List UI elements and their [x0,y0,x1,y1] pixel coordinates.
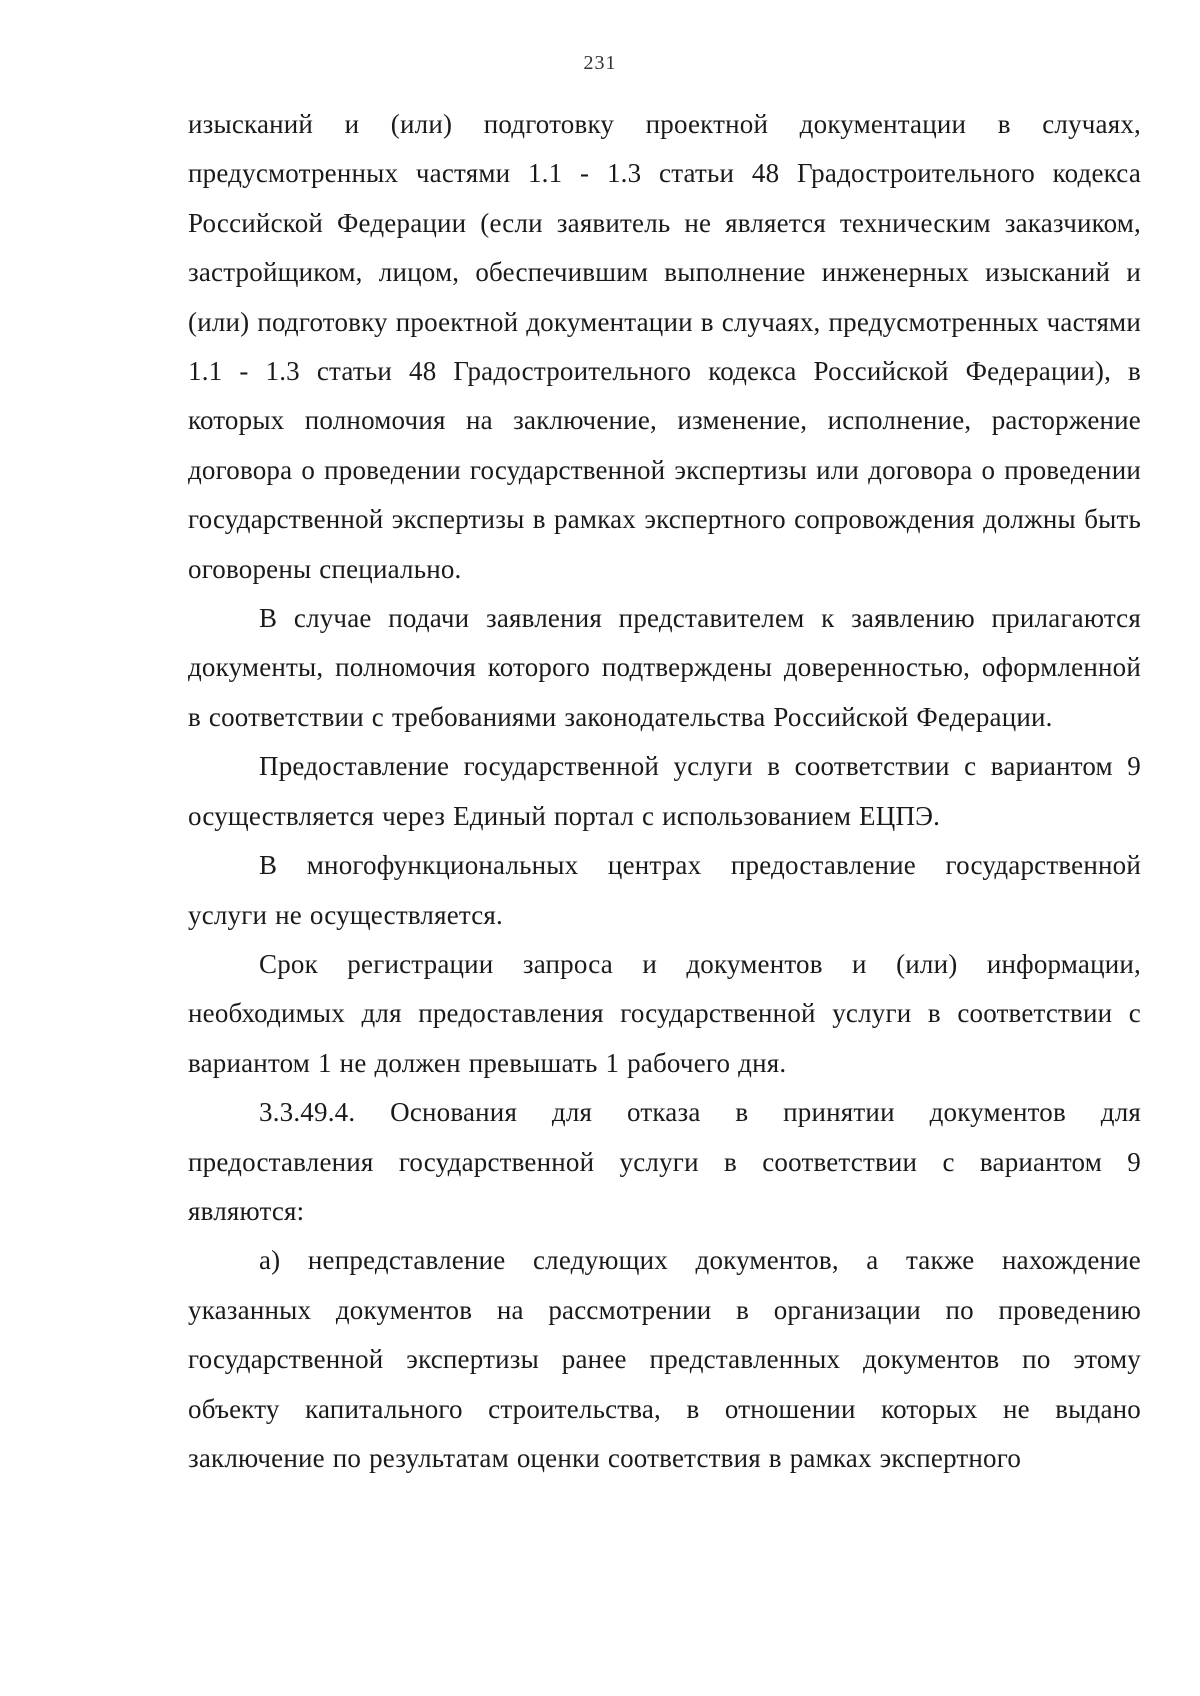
paragraph-mfc-not-provided: В многофункциональных центрах предоставление государственной услуги не осуществляется. [188,850,1141,930]
paragraph-registration-term: Срок регистрации запроса и документов и (или) информации, необходимых для предоставления государственной услуги в соответствии с вариантом 1 не должен превышать 1 рабочего дня. [188,948,1141,1078]
paragraph-representative-documents: В случае подачи заявления представителем к заявлению прилагаются документы, полномочия которого подтверждены доверенностью, оформленной в соответствии с требованиями законодательства Российской Федерации. [188,603,1141,732]
paragraph-continuation: изысканий и (или) подготовку проектной документации в случаях, предусмотренных частями 1.1 - 1.3 статьи 48 Градостроительного кодекса Российской Федерации (если заявитель не является техническим заказчиком, застройщиком, лицом, обеспечившим выполнение инженерных изысканий и (или) подготовку проектной документации в случаях, предусмотренных частями 1.1 - 1.3 статьи 48 Градостроительного кодекса Российской Федерации), в которых полномочия на заключение, изменение, исполнение, расторжение договора о проведении государственной экспертизы или договора о проведении государственной экспертизы в рамках экспертного сопровождения должны быть оговорены специально. [188,109,1141,584]
paragraph-item-a: а) непредставление следующих документов, а также нахождение указанных документов на рассмотрении в организации по проведению государственной экспертизы ранее представленных документов по этому объекту капитального строительства, в отношении которых не выдано заключение по результатам оценки соответствия в рамках экспертного [188,1245,1141,1473]
page-number: 231 [583,52,617,74]
document-body [188,100,1141,1483]
paragraph-refusal-grounds: 3.3.49.4. Основания для отказа в принятии документов для предоставления государственной услуги в соответствии с вариантом 9 являются: [188,1097,1141,1226]
paragraph-service-via-portal: Предоставление государственной услуги в соответствии с вариантом 9 осуществляется через Единый портал с использованием ЕЦПЭ. [188,751,1141,831]
